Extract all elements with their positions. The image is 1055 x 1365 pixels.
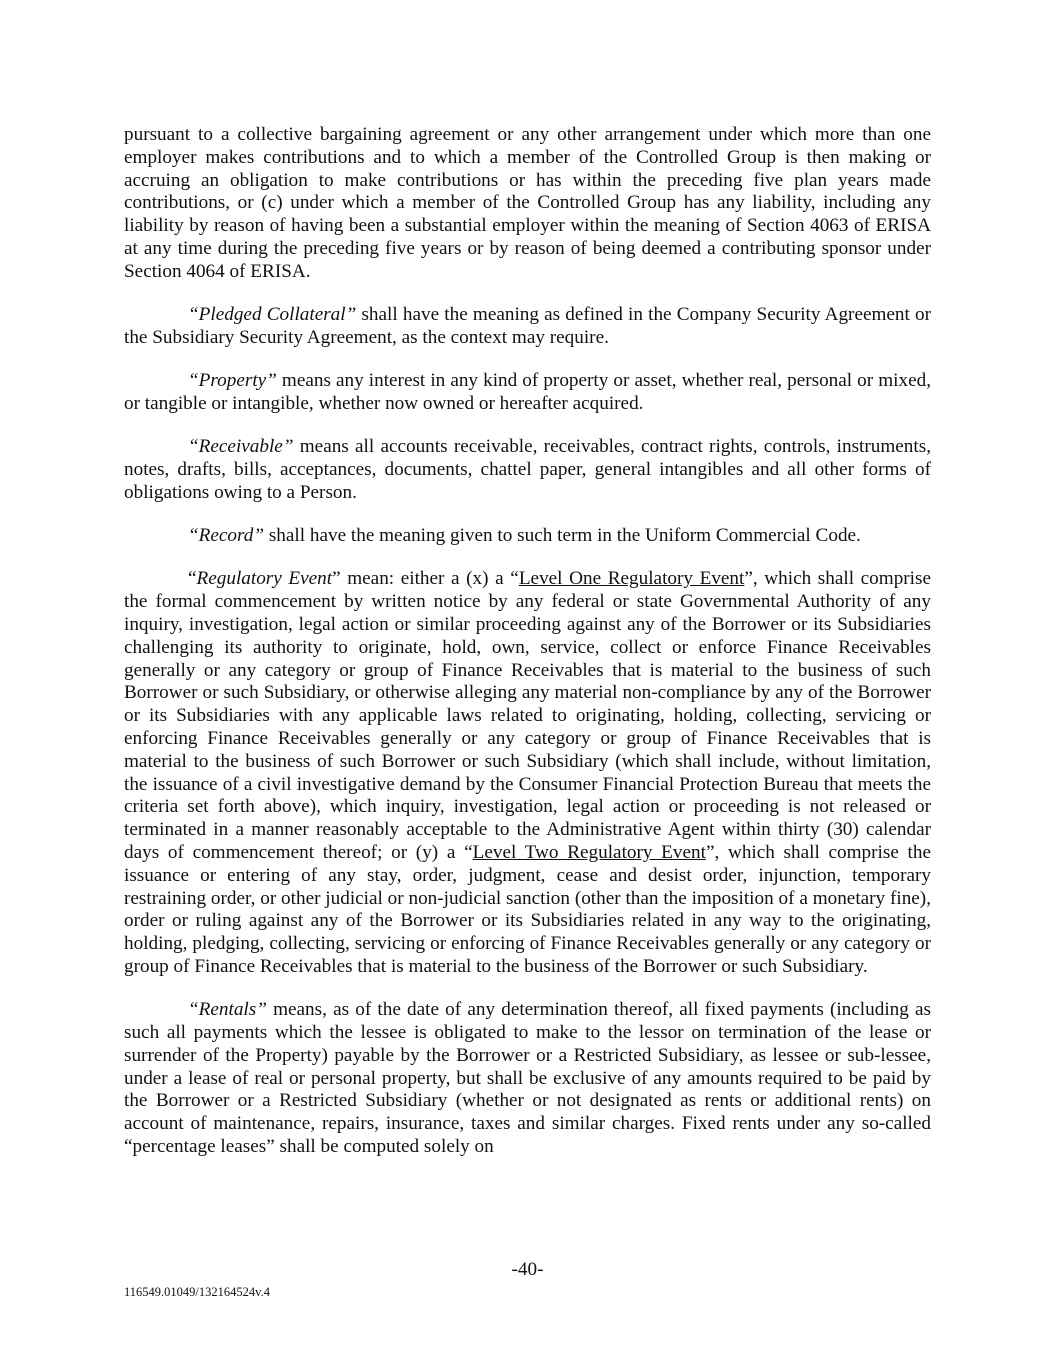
definition-pledged-collateral [124, 304, 931, 350]
page-number: -40- [511, 1259, 544, 1280]
level-one-regulatory-event-term: Level One Regulatory Event [518, 568, 745, 590]
defined-term: Regulatory Event [196, 568, 333, 590]
definition-text: ” mean: either a (x) a “ [332, 568, 519, 590]
definition-text: ”, which shall comprise the issuance or entering of any stay, order, judgment, cease and desist order, injunction, temporary restraining order, or other judicial or non-judicial sanction (other than the imposition of a monetary fine), order or ruling against any of the Borrower or its Subsidiaries related in any way to the originating, holding, pledging, collecting, servicing or enforcing of Finance Receivables generally or any category or group of Finance Receivables that is material to the business of the Borrower or such Subsidiary. [124, 842, 931, 977]
document-id: 116549.01049/132164524v.4 [124, 1285, 270, 1299]
definition-property [124, 370, 931, 416]
defined-term: “Rentals” [188, 999, 267, 1021]
definition-text: means, as of the date of any determination thereof, all fixed payments (including as such all payments which the lessee is obligated to make to the lessor on termination of the lease or surrender of the Property) payable by the Borrower or a Restricted Subsidiary, as lessee or sub-lessee, under a lease of real or personal property, but shall be exclusive of any amounts required to be paid by the Borrower or a Restricted Subsidiary (whether or not designated as rents or additional rents) on account of maintenance, repairs, insurance, taxes and similar charges. Fixed rents under any so-called “percentage leases” shall be computed solely on [124, 999, 931, 1158]
definition-regulatory-event [124, 568, 931, 978]
definition-text: shall have the meaning as defined in the Company Security Agreement or the Subsidiary Security Agreement, as the context may require. [124, 304, 932, 348]
definition-text: means all accounts receivable, receivables, contract rights, controls, instruments, notes, drafts, bills, acceptances, documents, chattel paper, general intangibles and all other forms of obligations owing to a Person. [124, 436, 931, 503]
level-two-regulatory-event-term: Level Two Regulatory Event [472, 842, 706, 864]
defined-term: “Pledged Collateral” [188, 304, 357, 326]
definition-record [124, 525, 931, 548]
definition-text: ”, which shall comprise the formal commencement by written notice by any federal or state Governmental Authority of any inquiry, investigation, legal action or similar proceeding against any of the Borrower or its Subsidiaries challenging its authority to originate, hold, own, service, collect or enforce Finance Receivables generally or any category or group of Finance Receivables that is material to the business of such Borrower or such Subsidiary, or otherwise alleging any material non-compliance by any of the Borrower or its Subsidiaries with any applicable laws related to originating, holding, collecting, servicing or enforcing Finance Receivables generally or any category or group of Finance Receivables that is material to the business of such Borrower or such Subsidiary (which shall include, without limitation, the issuance of a civil investigative demand by the Consumer Financial Protection Bureau that meets the criteria set forth above), which inquiry, investigation, legal action or proceeding is not released or terminated in a manner reasonably acceptable to the Administrative Agent within thirty (30) calendar days of commencement thereof; or (y) a “ [124, 568, 931, 864]
definition-text: means any interest in any kind of property or asset, whether real, personal or mixed, or tangible or intangible, whether now owned or hereafter acquired. [124, 370, 931, 414]
definition-receivable [124, 436, 931, 504]
definition-rentals [124, 999, 931, 1159]
open-quote: “ [188, 568, 197, 590]
paragraph-erisa-continuation: pursuant to a collective bargaining agreement or any other arrangement under which more than one employer makes contributions and to which a member of the Controlled Group is then making or accruing an obligation to make contributions or has within the preceding five plan years made contributions, or (c) under which a member of the Controlled Group has any liability, including any liability by reason of having been a substantial employer within the meaning of Section 4063 of ERISA at any time during the preceding five years or by reason of being deemed a contributing sponsor under Section 4064 of ERISA. [124, 124, 931, 282]
defined-term: “Receivable” [188, 436, 294, 458]
document-page [124, 124, 931, 1179]
defined-term: “Record” [188, 525, 265, 547]
definition-text: shall have the meaning given to such term in the Uniform Commercial Code. [264, 525, 861, 547]
defined-term: “Property” [188, 370, 277, 392]
